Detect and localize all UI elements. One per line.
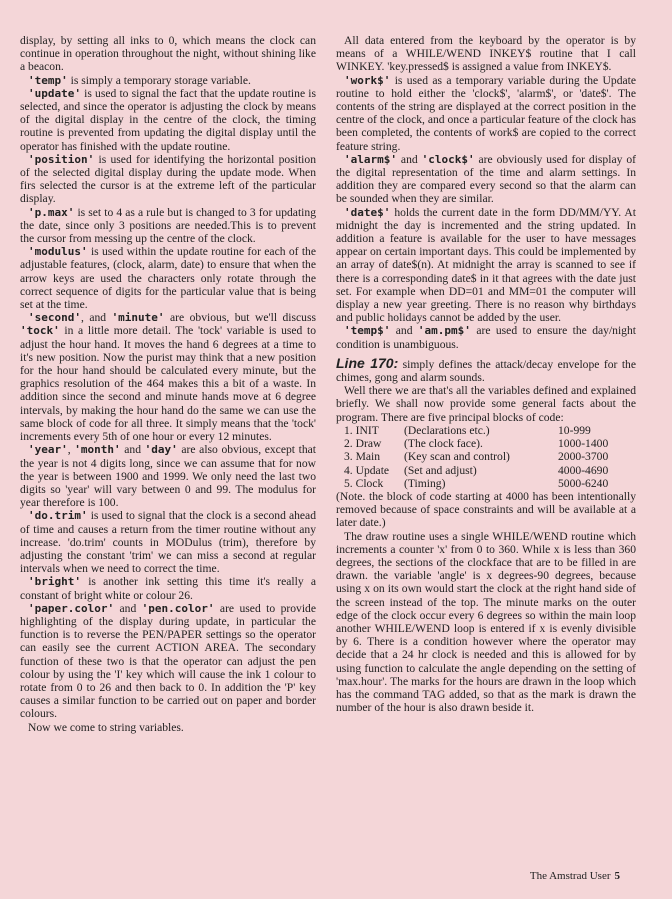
paragraph: Well there we are that's all the variables defined and explained briefly. We shall now provide some general facts about the program. There are five principal blocks of code: (336, 384, 636, 424)
code-block-name: 1. INIT (344, 423, 379, 437)
code-block-row (344, 437, 608, 450)
variable-term: 'modulus' (28, 245, 88, 259)
code-block-range: 2000-3700 (558, 450, 609, 464)
variable-term: 'do.trim' (28, 509, 88, 523)
paragraph: display, by setting all inks to 0, which means the clock can continue in operation throughout the night, without shining like a beacon. (20, 34, 316, 74)
code-block-row (344, 424, 608, 437)
line-170-paragraph: Line 170: simply defines the attack/decay envelope for the chimes, gong and alarm sounds. (336, 354, 636, 385)
variable-term: 'p.max' (28, 205, 75, 219)
paragraph: 'p.max' is set to 4 as a rule but is changed to 3 for updating the date, since only 3 positions are needed.This is to prevent the cursor from messing up the centre of the clock. (20, 205, 316, 246)
paragraph: 'temp' is simply a temporary storage variable. (28, 73, 251, 87)
code-block-row (344, 464, 608, 477)
publication-name: The Amstrad User (529, 870, 611, 882)
code-block-desc: (The clock face). (404, 437, 483, 451)
page-footer (530, 870, 620, 882)
line-170-heading: Line 170: (336, 354, 399, 371)
variable-term: 'pen.color' (141, 601, 215, 615)
code-block-desc: (Timing) (404, 476, 446, 490)
variable-term: 'temp$' (344, 324, 391, 338)
paragraph: 'position' is used for identifying the horizontal position of the selected digital display during the update mode. When firs selected the cursor is at the extreme left of the particular display. (20, 152, 316, 206)
code-block-name: 3. Main (344, 450, 381, 464)
variable-term: 'paper.color' (28, 601, 115, 615)
variable-term: 'second' (28, 311, 81, 325)
code-block-row (344, 450, 608, 463)
variable-term: 'update' (28, 86, 81, 100)
code-block-desc: (Key scan and control) (404, 450, 510, 464)
paragraph: 'second', and 'minute' are obvious, but we'll discuss 'tock' in a little more detail. The 'tock' variable is used to adjust the hour hand. It moves the hand 6 degrees at a time to it's new position. Now the purist may think that a new position for the hour hand should be calculated every minute, but the graphics resolution of the 464 makes this a bit of a waste. In addition since the second and minute hands move at 6 degree intervals, by making the hour hand do the same we can use the same block of code for all three. It simply means that the 'tock' increments every 5th of one hour or every 12 minutes. (20, 311, 317, 444)
variable-term: 'month' (74, 443, 121, 457)
code-block-name: 5. Clock (344, 476, 384, 490)
variable-term: 'am.pm$' (417, 324, 471, 338)
variable-term: 'position' (28, 152, 95, 166)
paragraph: 'temp$' and 'am.pm$' are used to ensure the day/night condition is unambiguous. (336, 324, 636, 351)
code-block-desc: (Declarations etc.) (404, 423, 490, 437)
paragraph: Now we come to string variables. (28, 720, 184, 734)
code-block-range: 5000-6240 (558, 476, 609, 490)
code-block-range: 1000-1400 (558, 437, 609, 451)
paragraph: 'do.trim' is used to signal that the clock is a second ahead of time and causes a return from the timer routine without any increase. 'do.trim' counts in MODulus (trim), therefore by adjusting the constant 'trim' we can miss a second at regular intervals when we need to correct the time. (20, 509, 316, 576)
variable-term: 'clock$' (421, 152, 475, 166)
paragraph: 'alarm$' and 'clock$' are obviously used for display of the digital representation of the time and alarm settings. In addition they are compared every second so that the alarm can be sounded when they are similar. (336, 152, 636, 206)
code-block-desc: (Set and adjust) (404, 463, 477, 477)
variable-term: 'bright' (28, 575, 81, 589)
paragraph: The draw routine uses a single WHILE/WEND routine which increments a counter 'x' from 0 to 360. While x is less than 360 degrees, the sections of the clockface that are to be filled in are drawn. the variable 'angle' is x degrees-90 degrees, because using x on its own would start the clock at the right hand side of the screen instead of the top. The minute marks on the outer edge of the clock occur every 6 degrees so within the main loop another WHILE/WEND loop is entered if x is evenly divisible by 6. There is a condition however where the operator may decide that a 24 hr clock is needed and this is allowed for by using function to calculate the angle depending on the setting of 'max.hour'. The marks for the hours are drawn in the loop which has the command TAG added, so that as the mark is drawn the number of the hour is also drawn beside it. (336, 529, 636, 715)
right-column (336, 34, 636, 714)
code-block-range: 10-999 (558, 423, 591, 437)
variable-term: 'minute' (111, 311, 165, 325)
paragraph: 'modulus' is used within the update routine for each of the adjustable features, (clock, alarm, date) to ensure that when the arrow keys are used the characters only rotate through the correct sequence of digits for the particular value that is being set at the time. (20, 245, 316, 312)
paragraph: 'year', 'month' and 'day' are also obvious, except that the year is not 4 digits long, since we can assume that for now the year is between 1900 and 1999. We only need the last two digits so 'year' will vary between 0 and 99. The modulus for year therefore is 100. (20, 443, 316, 510)
left-column (20, 34, 316, 734)
paragraph: 'work$' is used as a temporary variable during the Update routine to hold either the 'clock$', 'alarm$', or 'date$'. The contents of the string are displayed at the correct position in the centre of the clock, and once a particular feature of the clock has been completed, the contents of work$ are copied to the correct feature string. (336, 73, 636, 153)
variable-term: 'year' (28, 443, 68, 457)
code-block-range: 4000-4690 (558, 463, 609, 477)
code-blocks-table (344, 424, 608, 490)
paragraph: 'bright' is another ink setting this time it's really a constant of bright white or colour 26. (20, 575, 316, 602)
paragraph: (Note. the block of code starting at 4000 has been intentionally removed because of space constraints and will be available at a later date.) (336, 489, 636, 530)
variable-term: 'alarm$' (344, 152, 397, 166)
paragraph: 'paper.color' and 'pen.color' are used to provide highlighting of the display during update, in particular the function is to reverse the PEN/PAPER settings so the operator can easily see the current ACTION AREA. The secondary function of these two is that the operator can adjust the pen colour by using the 'I' key which will cause the ink 1 colour to rotate from 0 to 26 and then back to 0. In addition the 'P' key causes a similar function to be carried out on paper and border colours. (20, 601, 316, 721)
paragraph: All data entered from the keyboard by the operator is by means of a WHILE/WEND INKEY$ routine that I call WINKEY. 'key.pressed$ is assigned a value from INKEY$. (336, 34, 636, 74)
variable-term: 'day' (144, 443, 178, 457)
variable-term: 'work$' (344, 73, 391, 87)
code-block-name: 2. Draw (344, 437, 382, 451)
variable-term: 'date$' (344, 205, 391, 219)
code-block-name: 4. Update (344, 463, 390, 477)
paragraph: 'date$' holds the current date in the form DD/MM/YY. At midnight the day is incremented and the string updated. In addition a feature is available for the user to have messages appear on certain important days. This could be implemented by an array of date$(n). At midnight the array is scanned to see if there is a corresponding date$ in it that agrees with the date just set. For example when DD=01 and MM=01 the computer will display a new year greeting. There is no reason why birthdays and public holidays cannot be added by the user. (336, 205, 636, 325)
variable-term: 'temp' (28, 73, 68, 87)
page-number: 5 (614, 870, 620, 882)
paragraph: 'update' is used to signal the fact that the update routine is selected, and since the operator is adjusting the clock by means of the digital display in the centre of the clock, the timing routine is prevented from updating the digital display until the operator has finished with the update routine. (20, 86, 316, 153)
code-block-row (344, 477, 608, 490)
variable-term: 'tock' (20, 324, 60, 338)
